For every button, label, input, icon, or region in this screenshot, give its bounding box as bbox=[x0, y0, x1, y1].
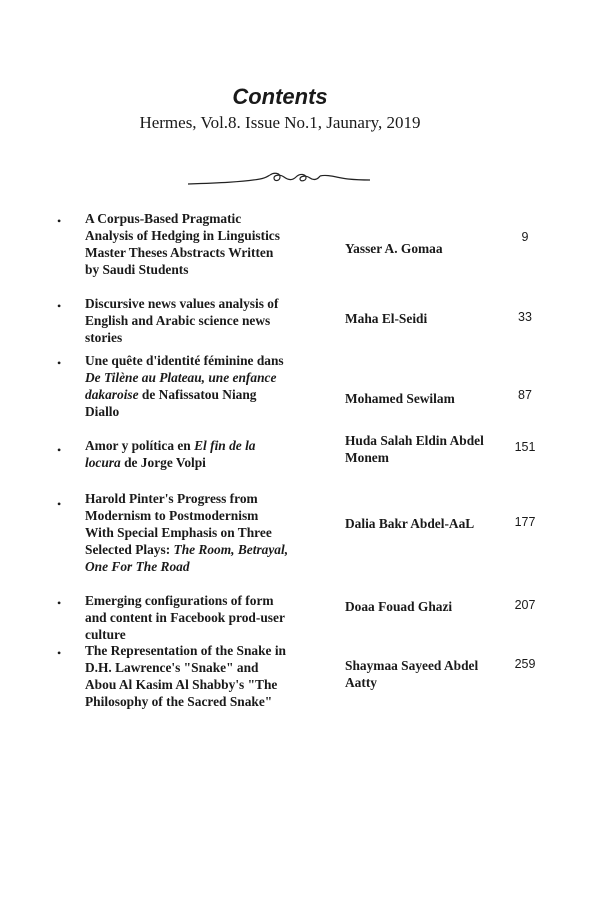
bullet-icon: • bbox=[57, 214, 62, 228]
bullet-icon: • bbox=[57, 356, 62, 370]
ornament-divider-icon bbox=[188, 170, 370, 192]
entry-title: The Representation of the Snake in D.H. Lawrence's "Snake" and Abou Al Kasim Al Shabby's "The Philosophy of the Sacred Snake" bbox=[85, 643, 286, 709]
entry-author: Doaa Fouad Ghazi bbox=[345, 599, 453, 614]
entry-page-number: 33 bbox=[518, 310, 532, 324]
entry-title-italic: The Room, Betrayal, One For The Road bbox=[85, 542, 289, 574]
entry-title bbox=[85, 437, 290, 471]
entry-title-text: Une quête d'identité féminine dans bbox=[85, 353, 284, 368]
entry-author: Mohamed Sewilam bbox=[345, 391, 455, 406]
entry-title: Emerging configurations of form and content in Facebook prod-user culture bbox=[85, 593, 285, 642]
entry-title: A Corpus-Based Pragmatic Analysis of Hedging in Linguistics Master Theses Abstracts Written by Saudi Students bbox=[85, 211, 280, 277]
entry-author: Yasser A. Gomaa bbox=[345, 241, 443, 256]
entry-title-text: Harold Pinter's Progress from Modernism to Postmodernism With Special Emphasis on Three Selected Plays: bbox=[85, 491, 272, 557]
entry-title bbox=[85, 352, 290, 420]
entry-title-italic: De Tilène au Plateau, une enfance dakaroise bbox=[85, 370, 277, 402]
entry-page-number: 259 bbox=[514, 657, 536, 671]
entry-title bbox=[85, 490, 290, 575]
entry-title: Discursive news values analysis of English and Arabic science news stories bbox=[85, 296, 279, 345]
journal-issue-subtitle: Hermes, Vol.8. Issue No.1, Jaunary, 2019 bbox=[139, 113, 421, 132]
bullet-icon: • bbox=[57, 646, 62, 660]
entry-author: Huda Salah Eldin Abdel Monem bbox=[345, 433, 484, 465]
entry-title-italic: El fin de la locura bbox=[85, 438, 256, 470]
entry-author: Maha El-Seidi bbox=[345, 311, 428, 326]
entry-page-number: 9 bbox=[521, 230, 529, 244]
entry-page-number: 177 bbox=[514, 515, 536, 529]
bullet-icon: • bbox=[57, 497, 62, 511]
bullet-icon: • bbox=[57, 299, 62, 313]
entry-page-number: 87 bbox=[518, 388, 532, 402]
entry-title-text: de Jorge Volpi bbox=[120, 455, 206, 470]
bullet-icon: • bbox=[57, 443, 62, 457]
entry-page-number: 151 bbox=[514, 440, 536, 454]
page-title: Contents bbox=[232, 84, 328, 109]
bullet-icon: • bbox=[57, 596, 62, 610]
entry-page-number: 207 bbox=[514, 598, 536, 612]
entry-title-text: Amor y política en bbox=[85, 438, 195, 453]
entry-author: Shaymaa Sayeed Abdel Aatty bbox=[345, 658, 479, 690]
entry-author: Dalia Bakr Abdel-AaL bbox=[345, 516, 475, 531]
entry-title-text: de Nafissatou Niang Diallo bbox=[85, 387, 257, 419]
